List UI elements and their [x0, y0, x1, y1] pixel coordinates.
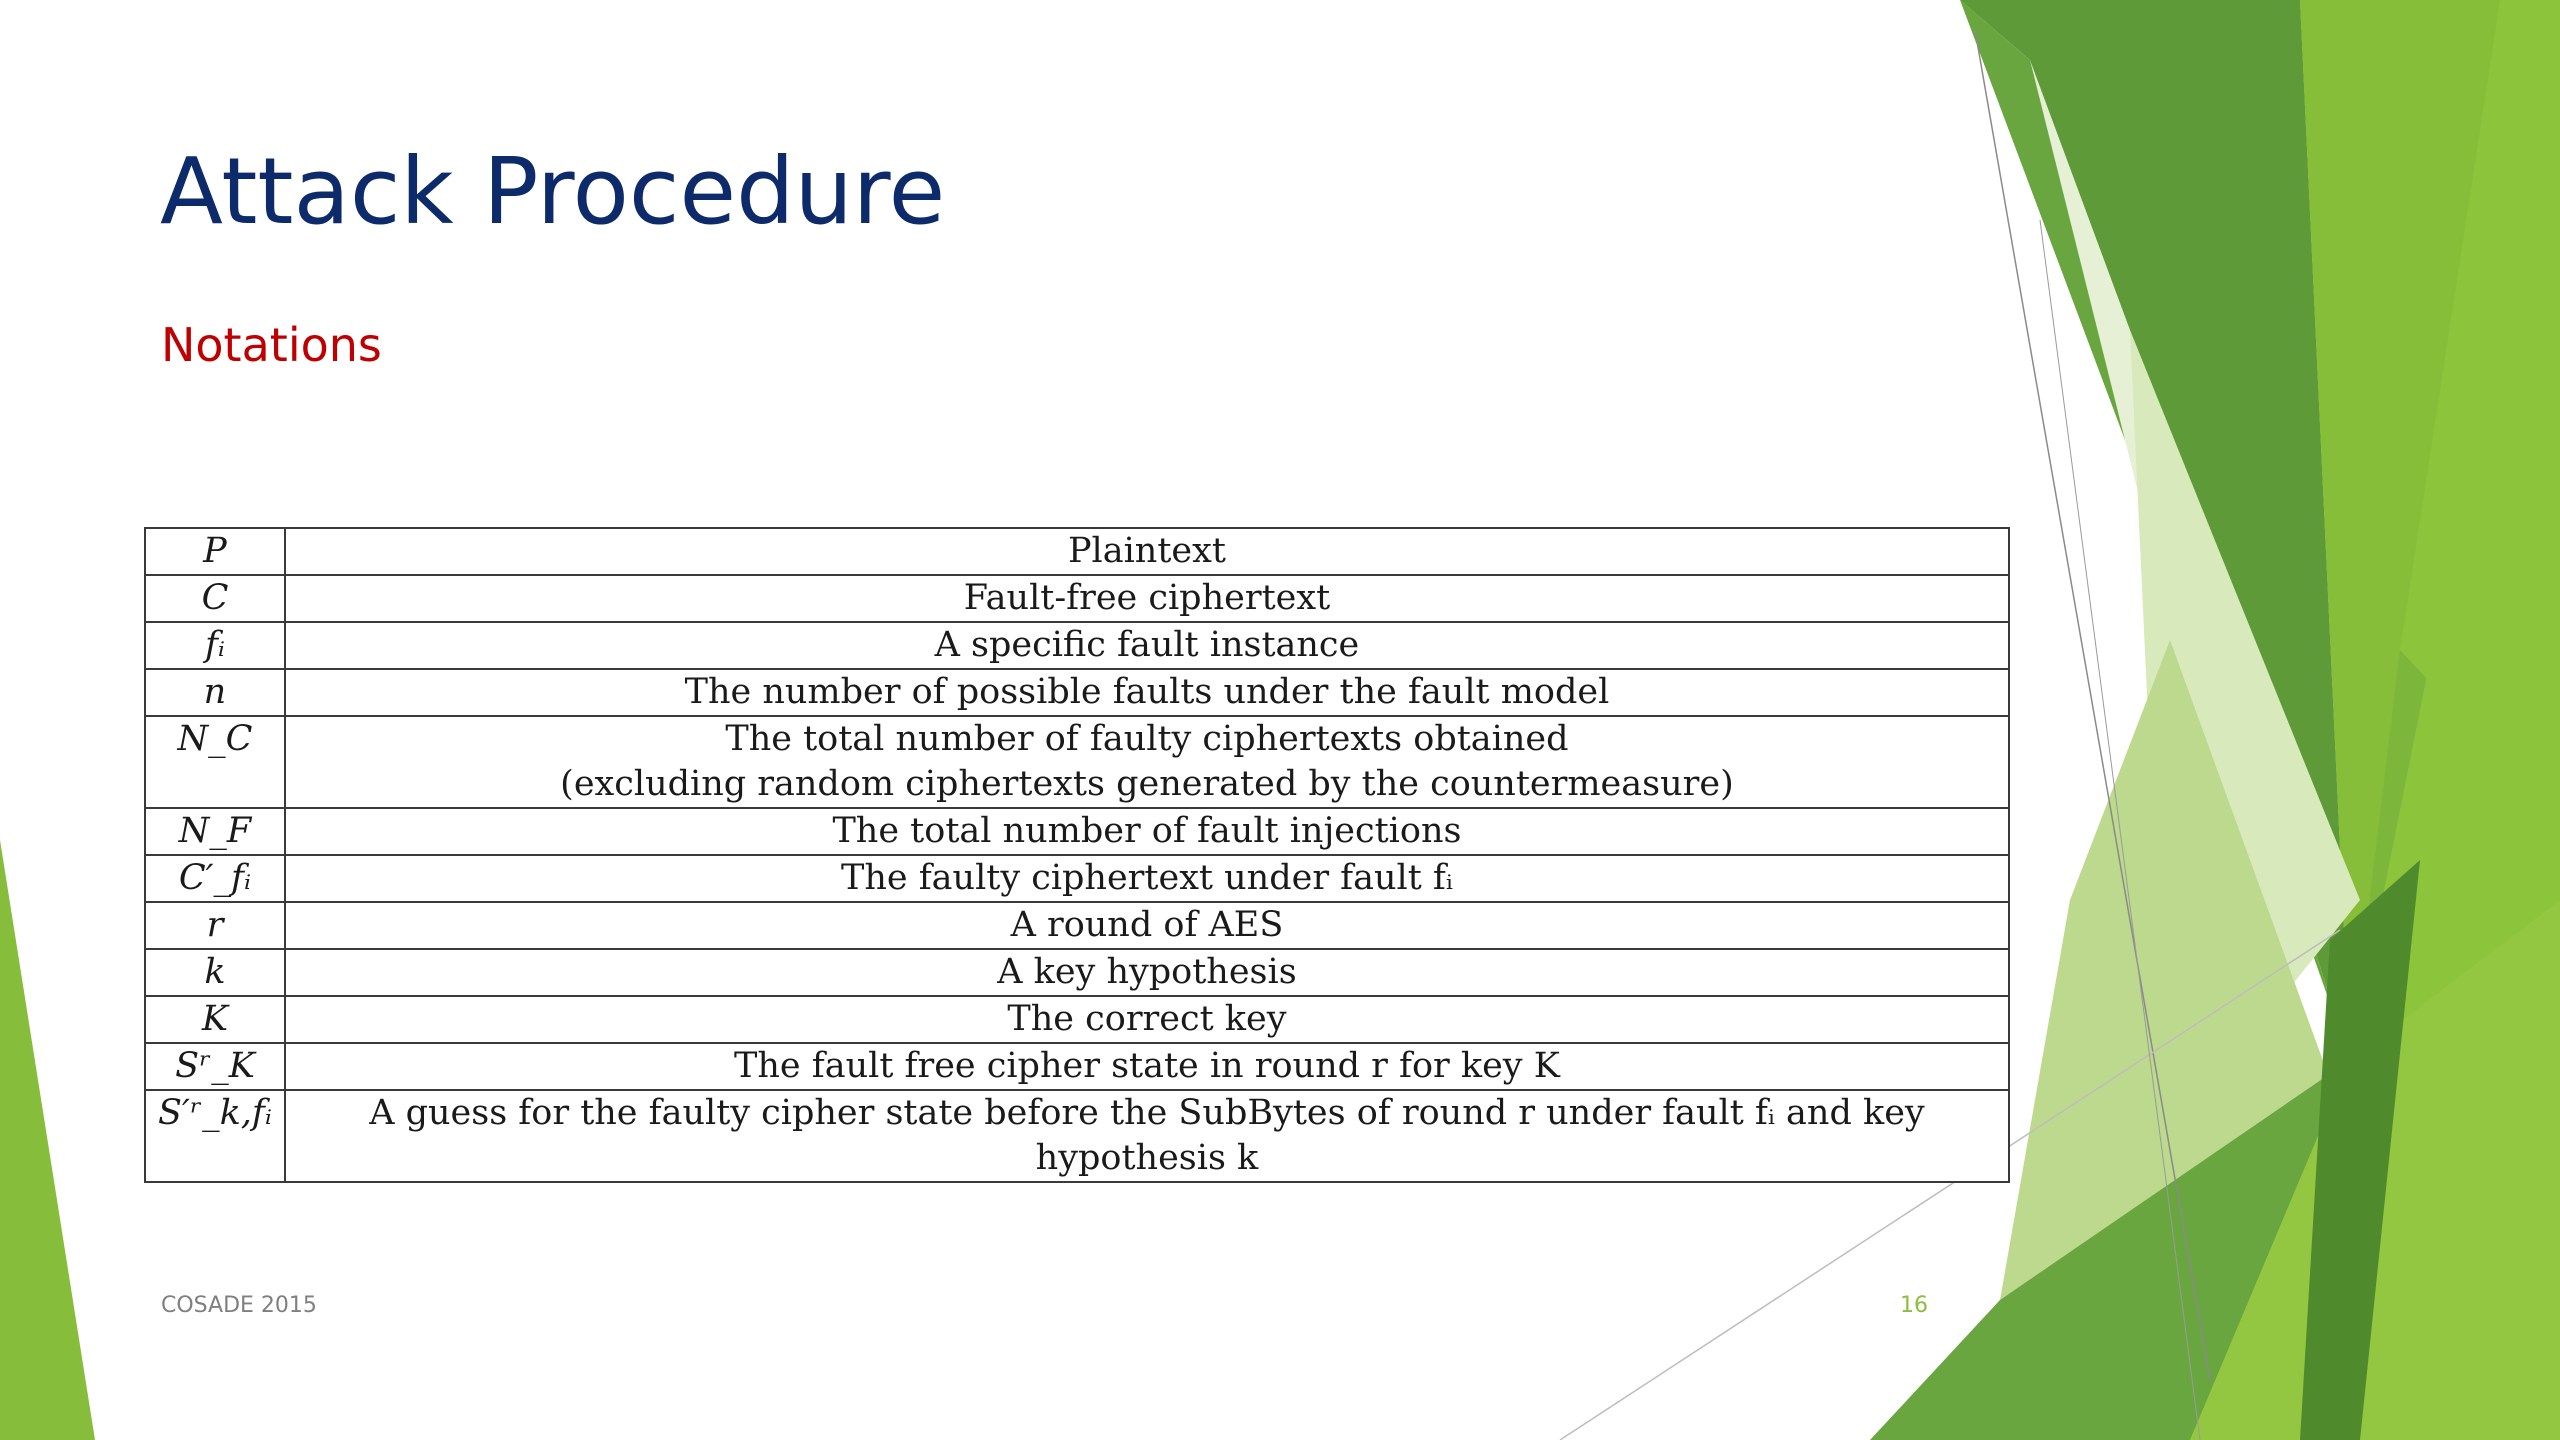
notation-table-container: [144, 527, 2010, 1183]
table-row: [145, 949, 2009, 996]
symbol-cell: Sʳ_K: [145, 1043, 285, 1090]
description-cell: Fault-free ciphertext: [285, 575, 2009, 622]
description-cell: The faulty ciphertext under fault fᵢ: [285, 855, 2009, 902]
table-row: [145, 669, 2009, 716]
symbol-cell: fᵢ: [145, 622, 285, 669]
description-cell: The fault free cipher state in round r for key K: [285, 1043, 2009, 1090]
notation-table: [144, 527, 2010, 1183]
symbol-cell: n: [145, 669, 285, 716]
description-cell: The number of possible faults under the fault model: [285, 669, 2009, 716]
slide-subtitle: Notations: [161, 318, 382, 372]
symbol-cell: k: [145, 949, 285, 996]
slide-page-number: 16: [1900, 1293, 1928, 1318]
description-cell: A specific fault instance: [285, 622, 2009, 669]
table-row: [145, 575, 2009, 622]
table-row: [145, 1090, 2009, 1182]
table-row: [145, 996, 2009, 1043]
table-row: [145, 855, 2009, 902]
description-cell: [285, 716, 2009, 808]
symbol-cell: S′ʳ_k,fᵢ: [145, 1090, 285, 1182]
description-line: (excluding random ciphertexts generated by the countermeasure): [560, 764, 1734, 804]
table-row: [145, 528, 2009, 575]
symbol-cell: N_C: [145, 716, 285, 808]
table-row: [145, 622, 2009, 669]
table-row: [145, 716, 2009, 808]
symbol-cell: C: [145, 575, 285, 622]
symbol-cell: N_F: [145, 808, 285, 855]
table-row: [145, 808, 2009, 855]
description-line: The total number of faulty ciphertexts obtained: [725, 719, 1569, 759]
symbol-cell: P: [145, 528, 285, 575]
footer-conference-label: COSADE 2015: [161, 1293, 317, 1318]
description-cell: A round of AES: [285, 902, 2009, 949]
description-cell: The correct key: [285, 996, 2009, 1043]
description-cell: A guess for the faulty cipher state before the SubBytes of round r under fault fᵢ and key hypothesis k: [285, 1090, 2009, 1182]
table-row: [145, 902, 2009, 949]
description-cell: Plaintext: [285, 528, 2009, 575]
symbol-cell: C′_fᵢ: [145, 855, 285, 902]
symbol-cell: K: [145, 996, 285, 1043]
description-cell: A key hypothesis: [285, 949, 2009, 996]
description-cell: The total number of fault injections: [285, 808, 2009, 855]
table-row: [145, 1043, 2009, 1090]
slide-title: Attack Procedure: [160, 138, 946, 245]
symbol-cell: r: [145, 902, 285, 949]
